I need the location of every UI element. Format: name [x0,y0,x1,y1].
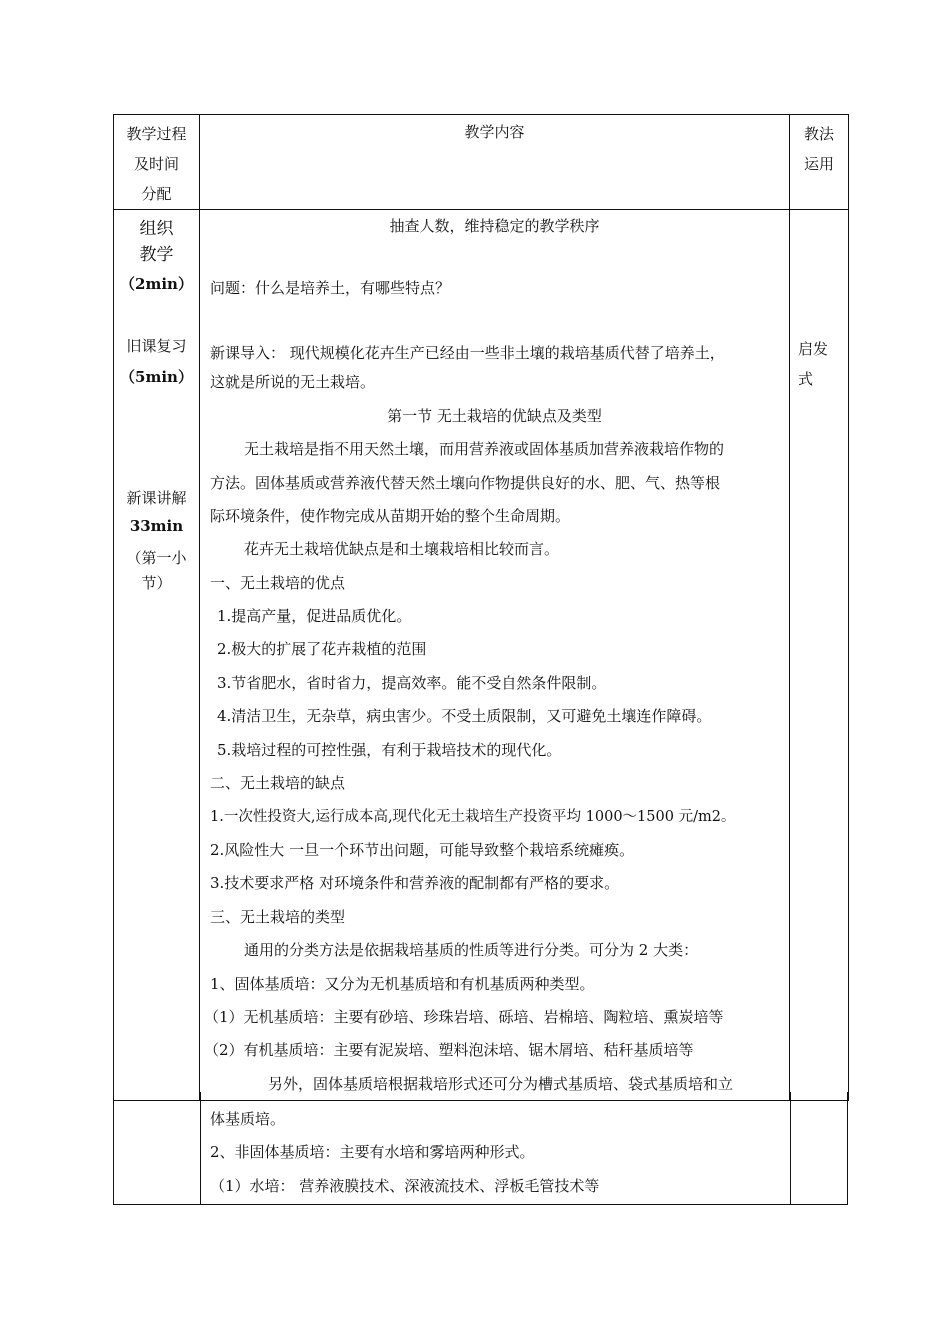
header-col-process [114,115,200,210]
content-line: 3.技术要求严格 对环境条件和营养液的配制都有严格的要求。 [210,874,620,892]
header-col1-line3: 分配 [141,185,172,203]
section-label-2: 节） [141,574,172,592]
content-line: 4.清洁卫生，无杂草，病虫害少。不受土质限制，又可避免土壤连作障碍。 [217,707,712,725]
content-line: 三、无土栽培的类型 [210,908,346,926]
header-col3-line1: 教法 [803,125,834,143]
org-time: （2min） [120,275,193,293]
content-line: 2、非固体基质培：主要有水培和雾培两种形式。 [210,1143,535,1161]
content-line: 抽查人数，维持稳定的教学秩序 [389,217,600,235]
content-line: 5.栽培过程的可控性强，有利于栽培技术的现代化。 [217,741,562,759]
review-label: 旧课复习 [126,337,187,355]
content-line: 方法。固体基质或营养液代替天然土壤向作物提供良好的水、肥、气、热等根 [210,474,721,492]
header-col1-line1: 教学过程 [126,125,187,143]
content-line: 这就是所说的无土栽培。 [210,373,376,391]
content-line: 一、无土栽培的优点 [210,574,346,592]
org-label-2: 教学 [139,245,174,265]
header-col2-label: 教学内容 [464,123,525,141]
content-line: （1）无机基质培：主要有砂培、珍珠岩培、砾培、岩棉培、陶粒培、熏炭培等 [204,1008,724,1026]
org-label-1: 组织 [139,219,174,239]
section-heading: 第一节 无土栽培的优缺点及类型 [387,407,602,425]
method-label-1: 启发 [798,340,829,358]
new-lecture-time: 33min [129,517,184,535]
content-line: 3.节省肥水，省时省力，提高效率。能不受自然条件限制。 [217,674,607,692]
content-line: 花卉无土栽培优缺点是和土壤栽培相比较而言。 [244,540,560,558]
section-label-1: （第一小 [126,549,187,567]
teaching-content-cell [200,210,790,1101]
header-row [114,115,849,210]
header-col-content [200,115,790,210]
content-line: 2.风险性大 一旦一个环节出问题，可能导致整个栽培系统瘫痪。 [210,841,635,859]
content-line: （2）有机基质培：主要有泥炭培、塑料泡沫培、锯木屑培、秸秆基质培等 [204,1041,694,1059]
teaching-method-cell [790,210,849,1101]
content-line: 1.提高产量，促进品质优化。 [217,607,412,625]
content-line: 二、无土栽培的缺点 [210,774,346,792]
content-line: 问题：什么是培养土，有哪些特点？ [210,279,451,297]
new-lecture-label: 新课讲解 [126,489,187,507]
method-label-2: 式 [798,370,814,388]
header-col-method [790,115,849,210]
content-line: 1、固体基质培：又分为无机基质培和有机基质两种类型。 [210,975,595,993]
header-col1-line2: 及时间 [133,155,179,173]
content-line: 1.一次性投资大,运行成本高,现代化无土栽培生产投资平均 1000～1500 元/m2。 [210,809,736,825]
header-col3-line2: 运用 [803,155,834,173]
body-row [114,210,849,1101]
content-line: 另外，固体基质培根据栽培形式还可分为槽式基质培、袋式基质培和立 [268,1075,734,1093]
content-line: 体基质培。 [210,1110,286,1128]
lesson-plan-table [113,114,849,1101]
content-line: 际环境条件，使作物完成从苗期开始的整个生命周期。 [210,507,571,525]
content-line: 2.极大的扩展了花卉栽植的范围 [217,640,427,658]
table-overflow-text [200,1101,785,1206]
content-line: 通用的分类方法是依据栽培基质的性质等进行分类。可分为 2 大类： [244,941,699,959]
content-line: 新课导入： 现代规模化花卉生产已经由一些非土壤的栽培基质代替了培养土， [210,344,725,362]
time-allocation-cell [114,210,200,1101]
content-line: 无土栽培是指不用天然土壤，而用营养液或固体基质加营养液栽培作物的 [244,440,725,458]
review-time: （5min） [120,368,193,386]
content-line: （1）水培： 营养液膜技术、深液流技术、浮板毛管技术等 [210,1177,600,1195]
